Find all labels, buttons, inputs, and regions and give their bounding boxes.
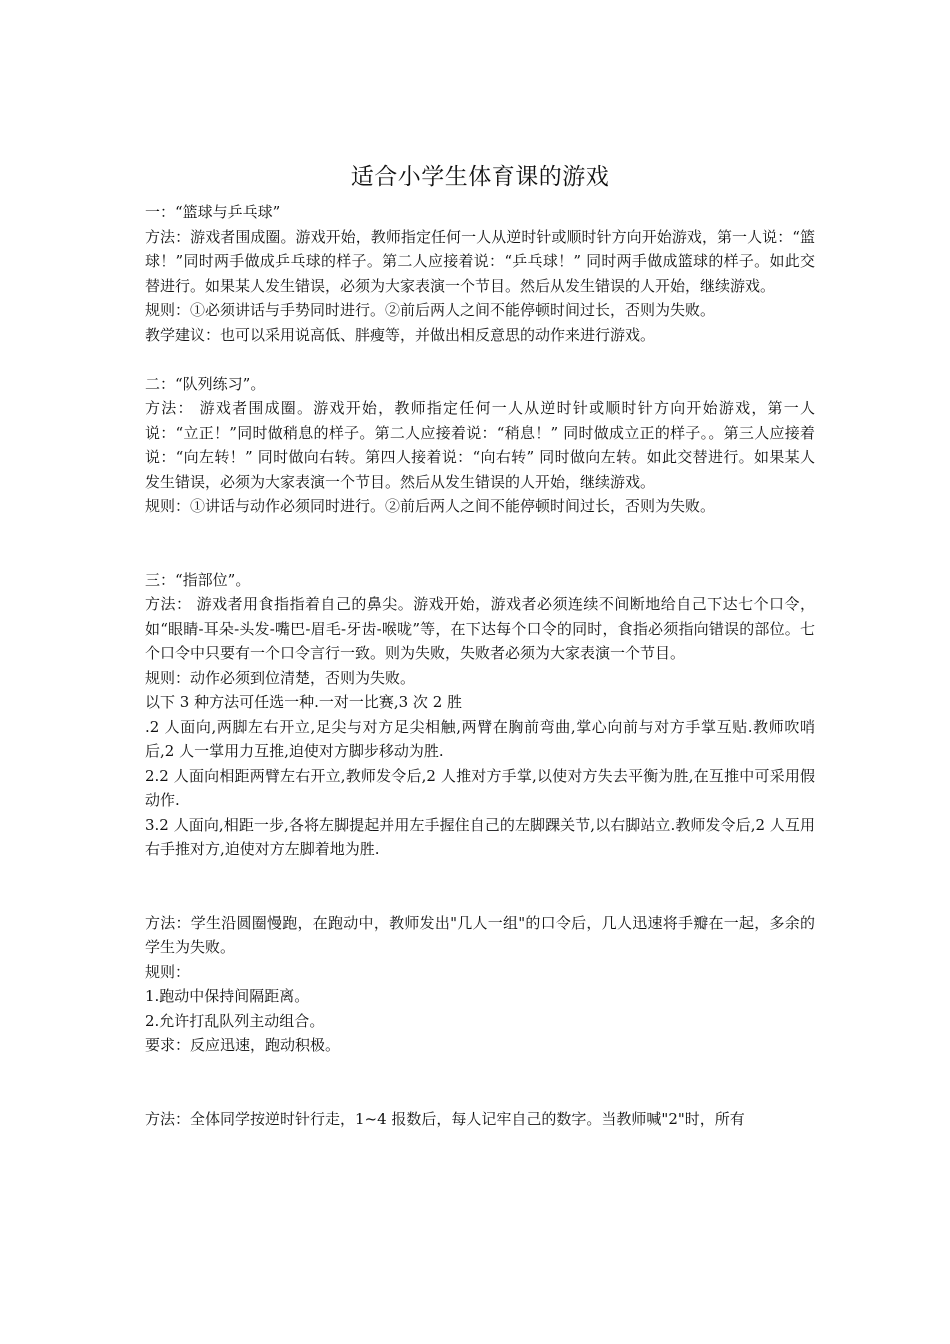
section-3-rules: 规则：动作必须到位清楚，否则为失败。 xyxy=(145,668,416,687)
contest-method-2: 2.2 人面向相距两臂左右开立,教师发令后,2 人推对方手掌,以使对方失去平衡为胜,在互推中可采用假动作. xyxy=(145,766,815,809)
document-body xyxy=(145,200,815,1131)
contest-method-1: .2 人面向,两脚左右开立,足尖与对方足尖相触,两臂在胸前弯曲,掌心向前与对方手掌互贴.教师吹哨后,2 人一掌用力互推,迫使对方脚步移动为胜. xyxy=(145,717,815,760)
contest-method-3: 3.2 人面向,相距一步,各将左脚提起并用左手握住自己的左脚踝关节,以右脚站立.教师发令后,2 人互用右手推对方,迫使对方左脚着地为胜. xyxy=(145,815,815,858)
section-2-rules: 规则：①讲话与动作必须同时进行。②前后两人之间不能停顿时间过长，否则为失败。 xyxy=(145,497,716,515)
section-1-suggestion: 教学建议：也可以采用说高低、胖瘦等，并做出相反意思的动作来进行游戏。 xyxy=(145,325,656,344)
section-5-rule-2: 2.允许打乱队列主动组合。 xyxy=(145,1011,325,1030)
spacer xyxy=(145,347,815,372)
spacer xyxy=(145,1058,815,1107)
section-3-method: 方法： 游戏者用食指指着自己的鼻尖。游戏开始，游戏者必须连续不间断地给自己下达七个口令，如“眼睛-耳朵-头发-嘴巴-眉毛-牙齿-喉咙”等，在下达每个口令的同时，食指必须指向错误的部位。七个口令中只要有一个口令言行一致。则为失败，失败者必须为大家表演一个节目。 xyxy=(145,595,815,662)
section-3-heading: 三：“指部位”。 xyxy=(145,570,251,589)
document-title: 适合小学生体育课的游戏 xyxy=(350,164,610,190)
section-5-method: 方法：学生沿圆圈慢跑，在跑动中，教师发出"几人一组"的口令后，几人迅速将手瓣在一起，多余的学生为失败。 xyxy=(145,913,815,956)
section-2-heading: 二：“队列练习”。 xyxy=(145,374,266,393)
spacer xyxy=(145,862,815,911)
section-1-method: 方法：游戏者围成圈。游戏开始，教师指定任何一人从逆时针或顺时针方向开始游戏，第一人说：“篮球！”同时两手做成乒乓球的样子。第二人应接着说：“乒乓球！” 同时两手做成篮球的样子。如此交替进行。如果某人发生错误，必须为大家表演一个节目。然后从发生错误的人开始，继续游戏。 xyxy=(145,227,815,295)
section-5-requirement: 要求：反应迅速，跑动积极。 xyxy=(145,1036,341,1054)
contest-intro: 以下 3 种方法可任选一种.一对一比赛,3 次 2 胜 xyxy=(145,693,463,711)
spacer xyxy=(145,519,815,568)
document-page xyxy=(145,0,815,1344)
section-5-rules-label: 规则： xyxy=(145,962,191,981)
section-6-method: 方法：全体同学按逆时针行走，1~4 报数后，每人记牢自己的数字。当教师喊"2"时，所有 xyxy=(145,1109,745,1128)
section-5-rule-1: 1.跑动中保持间隔距离。 xyxy=(145,987,310,1005)
section-1-rules: 规则：①必须讲话与手势同时进行。②前后两人之间不能停顿时间过长，否则为失败。 xyxy=(145,301,716,319)
section-1-heading: 一：“篮球与乒乓球” xyxy=(145,203,281,221)
section-2-method: 方法： 游戏者围成圈。游戏开始，教师指定任何一人从逆时针或顺时针方向开始游戏，第一人说：“立正！”同时做稍息的样子。第二人应接着说：“稍息！” 同时做成立正的样子。。第三人应接着说：“向左转！” 同时做向右转。第四人接着说：“向右转” 同时做向左转。如此交替进行。如果某人发生错误，必须为大家表演一个节目。然后从发生错误的人开始，继续游戏。 xyxy=(145,399,815,491)
